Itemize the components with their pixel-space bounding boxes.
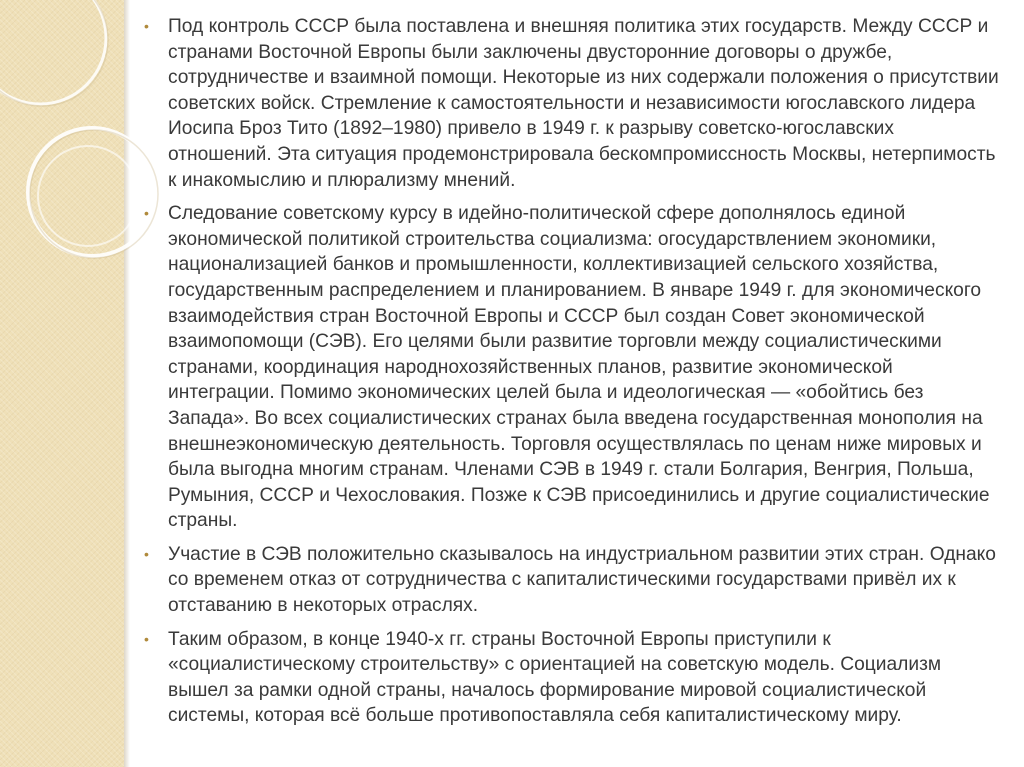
bullet-text: Участие в СЭВ положительно сказывалось на индустриальном развитии этих стран. Однако со временем отказ от сотрудничества с капиталистическими государствами привёл их к отставанию в некоторых отраслях. [168,543,996,617]
bullet-text: Таким образом, в конце 1940-х гг. страны Восточной Европы приступили к «социалистическому строительству» с ориентацией на советскую модель. Социализм вышел за рамки одной страны, началось формирование мировой социалистической системы, которая всё больше противопоставляла себя капиталистическому миру. [168,628,942,727]
bullet-item-2 [144,201,1000,534]
upper-ring-shadow [0,0,108,106]
bullet-marker: • [144,18,149,34]
bullet-marker: • [144,545,149,562]
bullet-text: Следование советскому курсу в идейно-политической сфере дополнялось единой экономической политикой строительства социализма: огосударствлением экономики, национализацией банков и промышленности, коллективизацией сельского хозяйства, государственным распределением и планированием. В январе 1949 г. для экономического взаимодействия стран Восточной Европы и СССР был создан Совет экономической взаимопомощи (СЭВ). Его целями были развитие торговли между социалистическими странами, координация народнохозяйственных планов, развитие экономической интеграции. Помимо экономических целей была и идеологическая — «обойтись без Запада». Во всех социалистических странах была введена государственная монополия на внешнеэкономическую деятельность. Торговля осуществлялась по ценам ниже мировых и была выгодна многим странам. Членами СЭВ в 1949 г. стали Болгария, Венгрия, Польша, Румыния, СССР и Чехословакия. Позже к СЭВ присоединились и другие социалистические страны. [168,203,990,532]
decorative-rings [0,0,160,767]
bullet-marker: • [144,630,149,647]
bullet-item-3 [144,542,1000,619]
upper-ring [0,0,106,104]
inner-ring [38,146,138,246]
bullet-item-1 [144,14,1000,193]
bullet-marker: • [144,205,149,222]
bullet-item-4 [144,627,1000,729]
bullet-text: Под контроль СССР была поставлена и внешняя политика этих государств. Между СССР и странами Восточной Европы были заключены двусторонние договоры о дружбе, сотрудничестве и взаимной помощи. Некоторые из них содержали положения о присутствии советских войск. Стремление к самостоятельности и независимости югославского лидера Иосипа Броз Тито (1892–1980) привело в 1949 г. к разрыву советско-югославских отношений. Эта ситуация продемонстрировала бескомпромиссность Москвы, нетерпимость к инакомыслию и плюрализму мнений. [168,16,999,191]
slide-content [144,14,1000,737]
